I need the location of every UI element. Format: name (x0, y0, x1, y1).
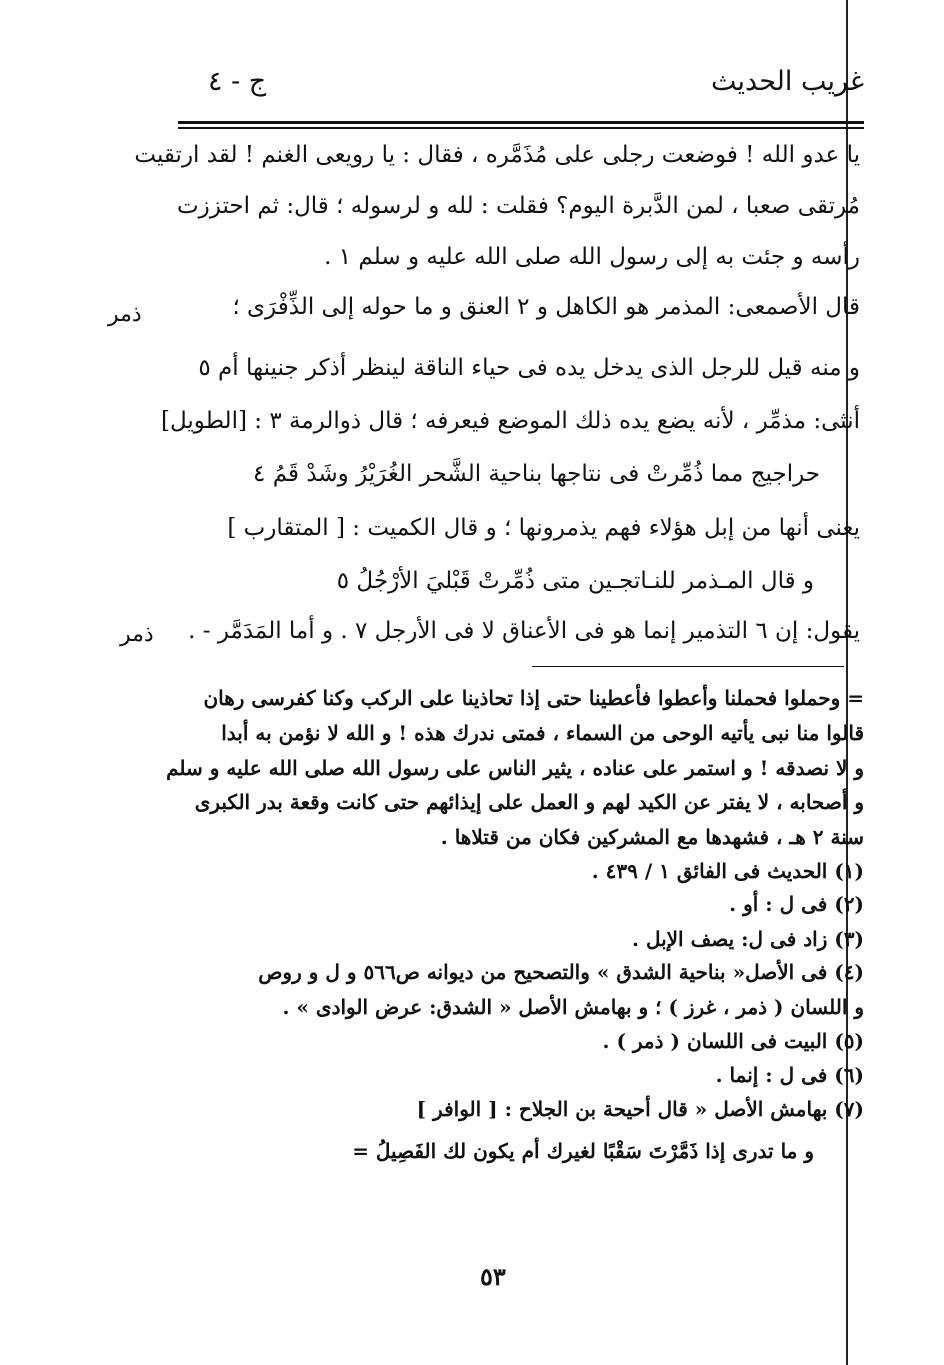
header-rule-thin (178, 127, 864, 129)
footnote-5: (٥) البيت فى اللسان ( ذمر ) . (602, 1029, 864, 1053)
body-line: مُرتقى صعبا ، لمن الدَّبرة اليوم؟ فقلت : لله و لرسوله ؛ قال: ثم احتززت (177, 193, 860, 219)
footnote-2: (٢) فى ل : أو . (729, 892, 864, 916)
footnote-verse: و ما تدرى إذا ذَمَّرْتَ سَقْبًا لغيرك أم يكون لك الفَصِيلُ = (352, 1139, 814, 1163)
running-title: غريب الحديث (711, 66, 864, 97)
header-rule (178, 121, 864, 124)
page-number: ٥٣ (480, 1262, 506, 1291)
body-line: رأسه و جئت به إلى رسول الله صلى الله عليه و سلم ١ . (324, 244, 860, 270)
footnote-line: و لا نصدقه ! و استمر على عناده ، يثير الناس على رسول الله صلى الله عليه و سلم (166, 756, 864, 780)
margin-keyword: ذمر (108, 302, 142, 327)
poetry-verse: حراجيج مما ذُمِّرتْ فى نتاجها بناحية الشَّحر الغُرَيْرُ وشَدْ قَمُ ٤ (253, 461, 820, 487)
footnote-line: و أصحابه ، لا يفتر عن الكيد لهم و العمل على إيذائهم حتى كانت وقعة بدر الكبرى (194, 790, 864, 814)
footnote-7: (٧) بهامش الأصل « قال أحيحة بن الجلاح : [ الوافر ] (416, 1097, 864, 1121)
footnote-separator (532, 666, 844, 667)
footnote-6: (٦) فى ل : إنما . (715, 1063, 864, 1087)
body-line: يقول: إن ٦ التذمير إنما هو فى الأعناق لا فى الأرجل ٧ . و أما المَدَمَّر - . (188, 618, 860, 644)
volume-label: ج - ٤ (208, 66, 267, 97)
footnote-line: قالوا منا نبى يأتيه الوحى من السماء ، فمتى ندرك هذه ! و الله لا نؤمن به أبدا (221, 721, 864, 745)
footnote-3: (٣) زاد فى ل: يصف الإبل . (632, 927, 864, 951)
body-line: يا عدو الله ! فوضعت رجلى على مُذَمَّره ، فقال : يا رويعى الغنم ! لقد ارتقيت (134, 142, 860, 168)
footnote-4-continued: و اللسان ( ذمر ، غرز ) ؛ و بهامش الأصل « الشدق: عرض الوادى » . (282, 995, 864, 1019)
margin-keyword: ذمر (120, 622, 154, 647)
footnote-1: (١) الحديث فى الفائق ١ / ٤٣٩ . (591, 859, 864, 883)
footnote-line: = وحملوا فحملنا وأعطوا فأعطينا حتى إذا تحاذينا على الركب وكنا كفرسى رهان (203, 686, 864, 710)
body-line: و منه قيل للرجل الذى يدخل يده فى حياء الناقة لينظر أذكر جنينها أم ٥ (198, 355, 860, 381)
body-line: يعنى أنها من إبل هؤلاء فهم يذمرونها ؛ و قال الكميت : [ المتقارب ] (227, 515, 860, 541)
footnote-4: (٤) فى الأصل« بناحية الشدق » والتصحيح من ديوانه ص٥٦٦ و ل و روص (258, 960, 864, 984)
body-line: أنثى: مذمِّر ، لأنه يضع يده ذلك الموضع فيعرفه ؛ قال ذوالرمة ٣ : [الطويل] (161, 408, 860, 434)
body-line: قال الأصمعى: المذمر هو الكاهل و ٢ العنق و ما حوله إلى الذِّفْرَى ؛ (232, 294, 860, 320)
footnote-line: سنة ٢ هـ ، فشهدها مع المشركين فكان من قتلاها . (440, 825, 864, 849)
poetry-verse: و قال المـذمر للنـاتجـين متى ذُمِّرتْ قَبْليَ الأرْجُلُ ٥ (336, 568, 814, 594)
